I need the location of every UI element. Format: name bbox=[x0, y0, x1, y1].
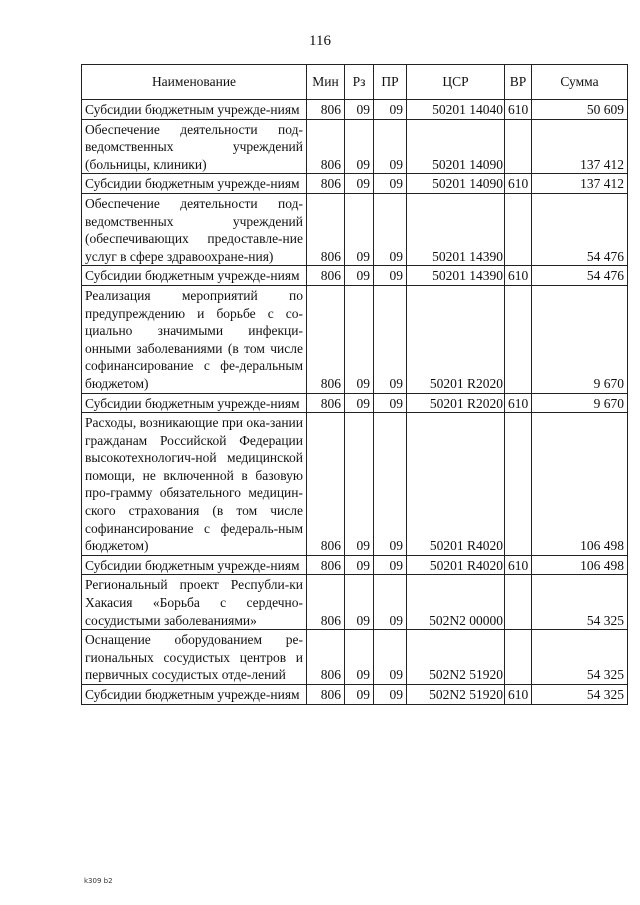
footer-code: k309 b2 bbox=[84, 877, 113, 885]
cell-rz: 09 bbox=[345, 174, 374, 194]
cell-min: 806 bbox=[307, 555, 345, 575]
cell-sum: 54 476 bbox=[532, 193, 628, 265]
cell-pr: 09 bbox=[374, 266, 407, 286]
cell-name: Оснащение оборудованием ре-гиональных сосудистых центров и первичных сосудистых отде-лений bbox=[82, 630, 307, 685]
cell-sum: 106 498 bbox=[532, 413, 628, 556]
cell-rz: 09 bbox=[345, 630, 374, 685]
table-row bbox=[82, 575, 628, 630]
cell-name: Субсидии бюджетным учрежде-ниям bbox=[82, 393, 307, 413]
cell-min: 806 bbox=[307, 193, 345, 265]
cell-sum: 137 412 bbox=[532, 119, 628, 174]
cell-min: 806 bbox=[307, 285, 345, 393]
cell-min: 806 bbox=[307, 685, 345, 705]
header-name: Наименование bbox=[82, 65, 307, 100]
cell-sum: 9 670 bbox=[532, 393, 628, 413]
cell-rz: 09 bbox=[345, 266, 374, 286]
cell-sum: 9 670 bbox=[532, 285, 628, 393]
cell-min: 806 bbox=[307, 174, 345, 194]
header-pr: ПР bbox=[374, 65, 407, 100]
table-row bbox=[82, 413, 628, 556]
cell-sum: 54 325 bbox=[532, 630, 628, 685]
header-sum: Сумма bbox=[532, 65, 628, 100]
cell-pr: 09 bbox=[374, 413, 407, 556]
cell-name: Реализация мероприятий по предупреждению и борьбе с со-циально значимыми инфекци-онными заболеваниями (в том числе софинансирование с фе-деральным бюджетом) bbox=[82, 285, 307, 393]
cell-vr: 610 bbox=[505, 100, 532, 120]
cell-csr: 50201 R2020 bbox=[407, 393, 505, 413]
cell-rz: 09 bbox=[345, 393, 374, 413]
cell-pr: 09 bbox=[374, 393, 407, 413]
table-row bbox=[82, 555, 628, 575]
table-row bbox=[82, 630, 628, 685]
cell-csr: 50201 14390 bbox=[407, 266, 505, 286]
cell-csr: 50201 14040 bbox=[407, 100, 505, 120]
cell-csr: 502N2 51920 bbox=[407, 630, 505, 685]
cell-min: 806 bbox=[307, 119, 345, 174]
cell-min: 806 bbox=[307, 393, 345, 413]
cell-min: 806 bbox=[307, 100, 345, 120]
cell-rz: 09 bbox=[345, 413, 374, 556]
cell-vr bbox=[505, 413, 532, 556]
cell-name: Региональный проект Республи-ки Хакасия «Борьба с сердечно-сосудистыми заболеваниями» bbox=[82, 575, 307, 630]
cell-csr: 50201 14090 bbox=[407, 119, 505, 174]
cell-sum: 106 498 bbox=[532, 555, 628, 575]
cell-name: Субсидии бюджетным учрежде-ниям bbox=[82, 100, 307, 120]
cell-pr: 09 bbox=[374, 555, 407, 575]
cell-vr bbox=[505, 193, 532, 265]
cell-name: Субсидии бюджетным учрежде-ниям bbox=[82, 555, 307, 575]
cell-vr bbox=[505, 285, 532, 393]
table-row bbox=[82, 393, 628, 413]
cell-min: 806 bbox=[307, 413, 345, 556]
cell-vr: 610 bbox=[505, 266, 532, 286]
table-header-row bbox=[82, 65, 628, 100]
cell-rz: 09 bbox=[345, 285, 374, 393]
header-min: Мин bbox=[307, 65, 345, 100]
cell-name: Субсидии бюджетным учрежде-ниям bbox=[82, 174, 307, 194]
table-row bbox=[82, 285, 628, 393]
cell-csr: 50201 14090 bbox=[407, 174, 505, 194]
cell-vr: 610 bbox=[505, 555, 532, 575]
cell-sum: 54 476 bbox=[532, 266, 628, 286]
table-row bbox=[82, 685, 628, 705]
table-row bbox=[82, 174, 628, 194]
cell-sum: 54 325 bbox=[532, 685, 628, 705]
cell-csr: 50201 14390 bbox=[407, 193, 505, 265]
cell-rz: 09 bbox=[345, 685, 374, 705]
cell-min: 806 bbox=[307, 575, 345, 630]
cell-csr: 50201 R4020 bbox=[407, 555, 505, 575]
cell-name: Обеспечение деятельности под-ведомственных учреждений (обеспечивающих предоставле-ние услуг в сфере здравоохране-ния) bbox=[82, 193, 307, 265]
cell-name: Обеспечение деятельности под-ведомственных учреждений (больницы, клиники) bbox=[82, 119, 307, 174]
cell-sum: 137 412 bbox=[532, 174, 628, 194]
header-rz: Рз bbox=[345, 65, 374, 100]
cell-min: 806 bbox=[307, 630, 345, 685]
cell-pr: 09 bbox=[374, 119, 407, 174]
cell-pr: 09 bbox=[374, 100, 407, 120]
table-row bbox=[82, 266, 628, 286]
cell-rz: 09 bbox=[345, 100, 374, 120]
cell-vr: 610 bbox=[505, 393, 532, 413]
cell-pr: 09 bbox=[374, 193, 407, 265]
cell-vr bbox=[505, 575, 532, 630]
cell-pr: 09 bbox=[374, 575, 407, 630]
cell-rz: 09 bbox=[345, 575, 374, 630]
cell-vr bbox=[505, 630, 532, 685]
cell-sum: 54 325 bbox=[532, 575, 628, 630]
table-row bbox=[82, 100, 628, 120]
cell-rz: 09 bbox=[345, 119, 374, 174]
page-number: 116 bbox=[309, 33, 331, 49]
header-csr: ЦСР bbox=[407, 65, 505, 100]
cell-vr bbox=[505, 119, 532, 174]
cell-csr: 502N2 00000 bbox=[407, 575, 505, 630]
cell-rz: 09 bbox=[345, 193, 374, 265]
cell-name: Расходы, возникающие при ока-зании гражданам Российской Федерации высокотехнологич-ной медицинской помощи, не включенной в базовую про-грамму обязательного медицин-ского страхования (в том числе софинансирование с федераль-ным бюджетом) bbox=[82, 413, 307, 556]
cell-pr: 09 bbox=[374, 630, 407, 685]
cell-csr: 50201 R2020 bbox=[407, 285, 505, 393]
header-vr: ВР bbox=[505, 65, 532, 100]
cell-pr: 09 bbox=[374, 174, 407, 194]
cell-vr: 610 bbox=[505, 685, 532, 705]
table-row bbox=[82, 119, 628, 174]
table-row bbox=[82, 193, 628, 265]
cell-csr: 50201 R4020 bbox=[407, 413, 505, 556]
cell-rz: 09 bbox=[345, 555, 374, 575]
cell-sum: 50 609 bbox=[532, 100, 628, 120]
cell-min: 806 bbox=[307, 266, 345, 286]
cell-name: Субсидии бюджетным учрежде-ниям bbox=[82, 685, 307, 705]
budget-table bbox=[81, 64, 628, 705]
cell-pr: 09 bbox=[374, 685, 407, 705]
cell-csr: 502N2 51920 bbox=[407, 685, 505, 705]
cell-name: Субсидии бюджетным учрежде-ниям bbox=[82, 266, 307, 286]
cell-pr: 09 bbox=[374, 285, 407, 393]
cell-vr: 610 bbox=[505, 174, 532, 194]
